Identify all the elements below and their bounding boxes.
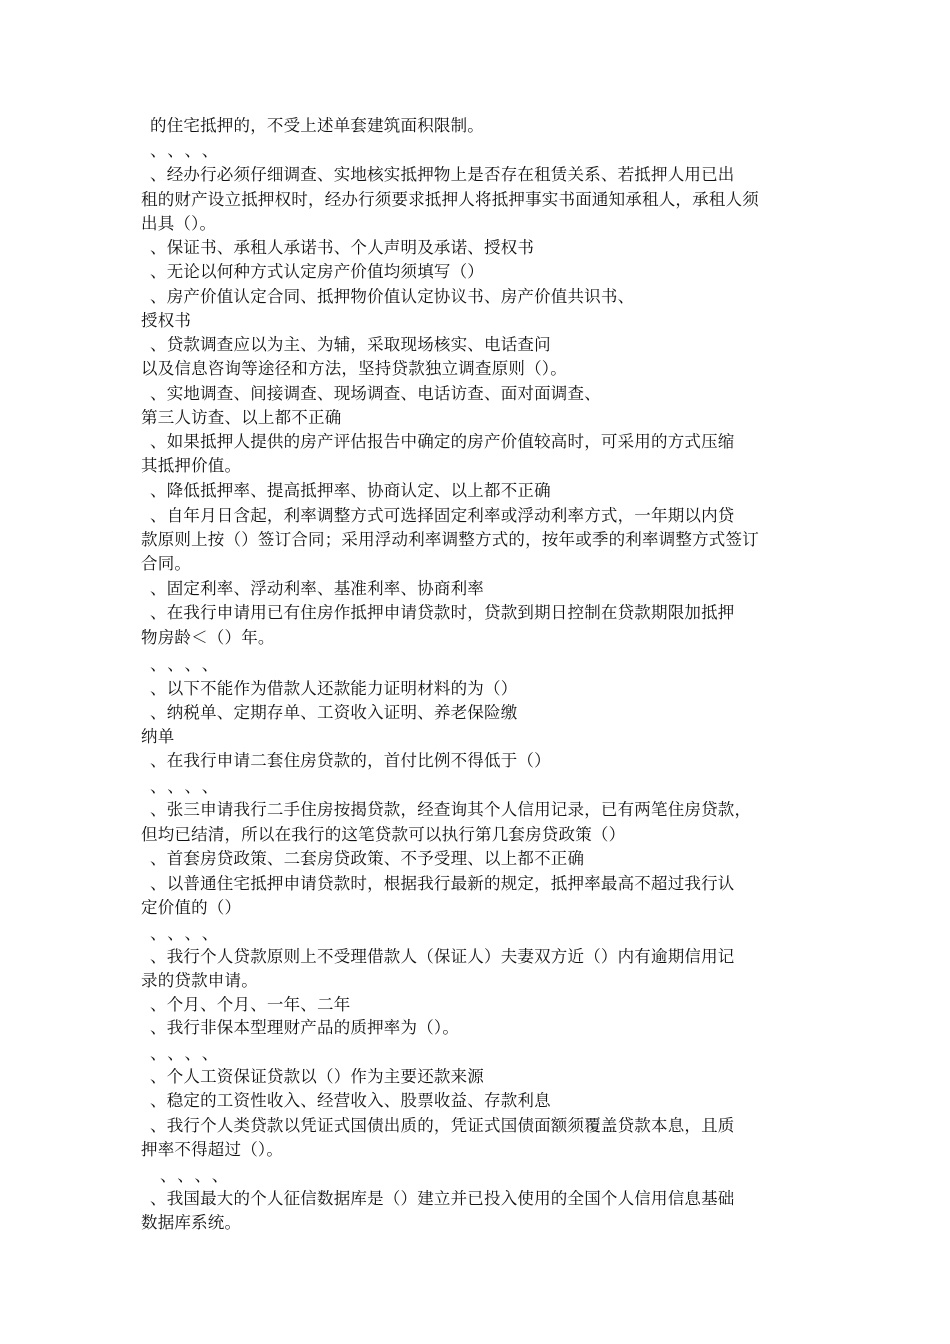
- text-line: 物房龄＜（）年。: [141, 628, 275, 647]
- question-line: 、经办行必须仔细调查、实地核实抵押物上是否存在租赁关系、若抵押人用已出: [150, 165, 735, 184]
- text-line: 定价值的（）: [141, 898, 242, 917]
- option-markers: 、、、、: [150, 141, 228, 160]
- question-line: 、我行非保本型理财产品的质押率为（）。: [150, 1018, 460, 1037]
- options-line: 、稳定的工资性收入、经营收入、股票收益、存款利息: [150, 1091, 551, 1110]
- options-line: 、固定利率、浮动利率、基准利率、协商利率: [150, 579, 484, 598]
- question-line: 、我行个人类贷款以凭证式国债出质的，凭证式国债面额须覆盖贷款本息，且质: [150, 1116, 735, 1135]
- text-line: 第三人访查、以上都不正确: [141, 408, 342, 427]
- text-line: 租的财产设立抵押权时，经办行须要求抵押人将抵押事实书面通知承租人，承租人须: [141, 190, 759, 209]
- question-line: 、我国最大的个人征信数据库是（）建立并已投入使用的全国个人信用信息基础: [150, 1189, 735, 1208]
- text-line: 合同。: [141, 554, 192, 573]
- option-markers: 、、、、: [150, 655, 228, 674]
- option-markers: 、、、、: [150, 1044, 228, 1063]
- question-line: 、无论以何种方式认定房产价值均须填写（）: [150, 262, 484, 281]
- question-line: 、我行个人贷款原则上不受理借款人（保证人）夫妻双方近（）内有逾期信用记: [150, 947, 735, 966]
- text-line: 以及信息咨询等途径和方法，坚持贷款独立调查原则（）。: [141, 359, 567, 378]
- options-line: 、个月、个月、一年、二年: [150, 995, 351, 1014]
- question-line: 、在我行申请用已有住房作抵押申请贷款时，贷款到期日控制在贷款期限加抵押: [150, 603, 735, 622]
- text-line: 数据库系统。: [141, 1213, 242, 1232]
- text-line: 款原则上按（）签订合同；采用浮动利率调整方式的，按年或季的利率调整方式签订: [141, 530, 759, 549]
- text-line: 的住宅抵押的，不受上述单套建筑面积限制。: [150, 116, 484, 135]
- text-line: 出具（）。: [141, 214, 217, 233]
- question-line: 、以普通住宅抵押申请贷款时，根据我行最新的规定，抵押率最高不超过我行认: [150, 874, 735, 893]
- options-line: 、降低抵押率、提高抵押率、协商认定、以上都不正确: [150, 481, 551, 500]
- question-line: 、贷款调查应以为主、为辅，采取现场核实、电话查问: [150, 335, 551, 354]
- text-line: 但均已结清，所以在我行的这笔贷款可以执行第几套房贷政策（）: [141, 825, 626, 844]
- options-line: 、实地调查、间接调查、现场调查、电话访查、面对面调查、: [150, 384, 601, 403]
- options-line: 、纳税单、定期存单、工资收入证明、养老保险缴: [150, 703, 518, 722]
- text-line: 纳单: [141, 727, 175, 746]
- option-markers: 、、、、: [150, 777, 228, 796]
- question-line: 、个人工资保证贷款以（）作为主要还款来源: [150, 1067, 484, 1086]
- options-line: 、首套房贷政策、二套房贷政策、不予受理、以上都不正确: [150, 849, 585, 868]
- text-line: 其抵押价值。: [141, 456, 242, 475]
- question-line: 、如果抵押人提供的房产评估报告中确定的房产价值较高时，可采用的方式压缩: [150, 432, 735, 451]
- option-markers: 、、、、: [150, 924, 228, 943]
- text-line: 授权书: [141, 311, 192, 330]
- options-line: 、保证书、承租人承诺书、个人声明及承诺、授权书: [150, 238, 535, 257]
- option-markers: 、、、、: [160, 1166, 238, 1185]
- text-line: 录的贷款申请。: [141, 971, 258, 990]
- options-line: 、房产价值认定合同、抵押物价值认定协议书、房产价值共识书、: [150, 287, 635, 306]
- question-line: 、以下不能作为借款人还款能力证明材料的为（）: [150, 679, 518, 698]
- text-line: 押率不得超过（）。: [141, 1140, 284, 1159]
- question-line: 、张三申请我行二手住房按揭贷款，经查询其个人信用记录，已有两笔住房贷款，: [150, 800, 752, 819]
- question-line: 、在我行申请二套住房贷款的，首付比例不得低于（）: [150, 751, 551, 770]
- question-line: 、自年月日含起，利率调整方式可选择固定利率或浮动利率方式，一年期以内贷: [150, 506, 735, 525]
